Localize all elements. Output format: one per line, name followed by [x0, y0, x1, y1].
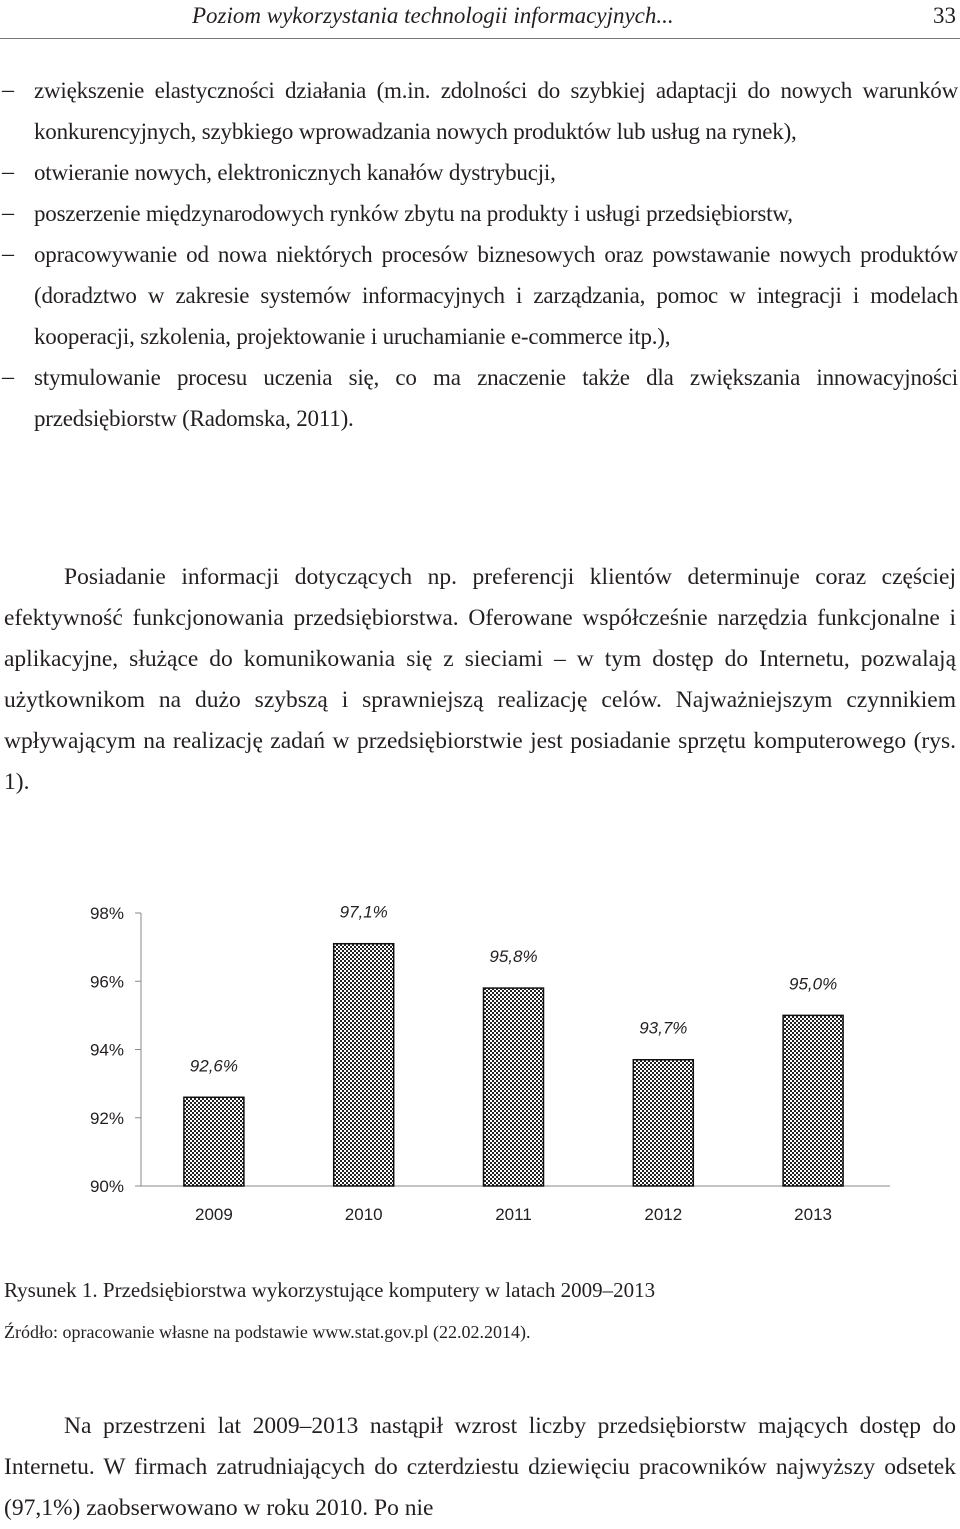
bar: [633, 1060, 693, 1186]
bullet-list: [0, 70, 960, 439]
x-tick-label: 2013: [794, 1205, 833, 1224]
dash-bullet: –: [2, 241, 14, 267]
list-item: [0, 70, 960, 152]
data-label: 97,1%: [339, 902, 388, 922]
y-tick-label: 94%: [89, 1040, 124, 1060]
y-tick-label: 98%: [89, 904, 124, 923]
dash-bullet: –: [2, 77, 14, 103]
bar-chart-svg: [0, 880, 960, 1240]
dash-bullet: –: [2, 159, 14, 185]
bar-chart: [0, 880, 960, 1240]
y-tick-label: 90%: [89, 1177, 124, 1196]
body-paragraph: Posiadanie informacji dotyczących np. preferencji klientów determinuje coraz częściej efektywność funkcjonowania przedsiębiorstwa. Oferowane współcześnie narzędzia funkcjonalne i aplikacyjne, służące do komunikowania się z sieciami – w tym dostęp do Internetu, pozwalają użytkownikom na dużo szybszą i sprawniejszą realizację celów. Najważniejszym czynnikiem wpływającym na realizację zadań w przedsiębiorstwie jest posiadanie sprzętu komputerowego (rys. 1).: [4, 564, 956, 795]
page-number: 33: [933, 3, 956, 28]
list-item: [0, 193, 960, 234]
x-tick-label: 2010: [344, 1205, 383, 1224]
list-item: [0, 152, 960, 193]
list-item-text: otwieranie nowych, elektronicznych kanałów dystrybucji,: [34, 160, 556, 185]
y-tick-label: 96%: [89, 972, 124, 992]
list-item-text: opracowywanie od nowa niektórych procesów biznesowych oraz powstawanie nowych produktów (doradztwo w zakresie systemów informacyjnych i zarządzania, pomoc w integracji i modelach kooperacji, szkolenia, projektowanie i uruchamianie e-commerce itp.),: [34, 242, 958, 349]
x-tick-label: 2009: [194, 1205, 233, 1224]
body-paragraph: Na przestrzeni lat 2009–2013 nastąpił wzrost liczby przedsiębiorstw mających dostęp do Internetu. W firmach zatrudniających do czterdziestu dziewięciu pracowników najwyższy odsetek (97,1%) zaobserwowano w roku 2010. Po nie: [4, 1413, 956, 1521]
running-title: Poziom wykorzystania technologii informacyjnych...: [192, 3, 674, 28]
chart-bars: [184, 944, 843, 1186]
list-item: [0, 357, 960, 439]
data-label: 92,6%: [189, 1056, 239, 1076]
list-item-text: poszerzenie międzynarodowych rynków zbytu na produkty i usługi przedsiębiorstw,: [34, 201, 793, 226]
figure-caption: Rysunek 1. Przedsiębiorstwa wykorzystujące komputery w latach 2009–2013: [4, 1278, 656, 1302]
dash-bullet: –: [2, 364, 14, 390]
data-label: 95,8%: [489, 947, 538, 967]
bar: [184, 1097, 244, 1186]
bar: [484, 988, 544, 1186]
x-tick-label: 2011: [495, 1205, 532, 1224]
list-item-text: zwiększenie elastyczności działania (m.in. zdolności do szybkiej adaptacji do nowych warunków konkurencyjnych, szybkiego wprowadzania nowych produktów lub usług na rynek),: [34, 78, 958, 144]
list-item: [0, 234, 960, 357]
bar: [783, 1015, 843, 1186]
header-rule: [0, 38, 960, 39]
y-tick-label: 92%: [89, 1108, 124, 1128]
data-label: 95,0%: [788, 974, 838, 994]
figure-source: Źródło: opracowanie własne na podstawie www.stat.gov.pl (22.02.2014).: [4, 1322, 531, 1342]
dash-bullet: –: [2, 200, 14, 226]
data-label: 93,7%: [639, 1018, 688, 1038]
x-tick-label: 2012: [644, 1205, 683, 1224]
bar: [334, 944, 394, 1186]
list-item-text: stymulowanie procesu uczenia się, co ma znaczenie także dla zwiększania innowacyjności przedsiębiorstw (Radomska, 2011).: [34, 365, 958, 431]
